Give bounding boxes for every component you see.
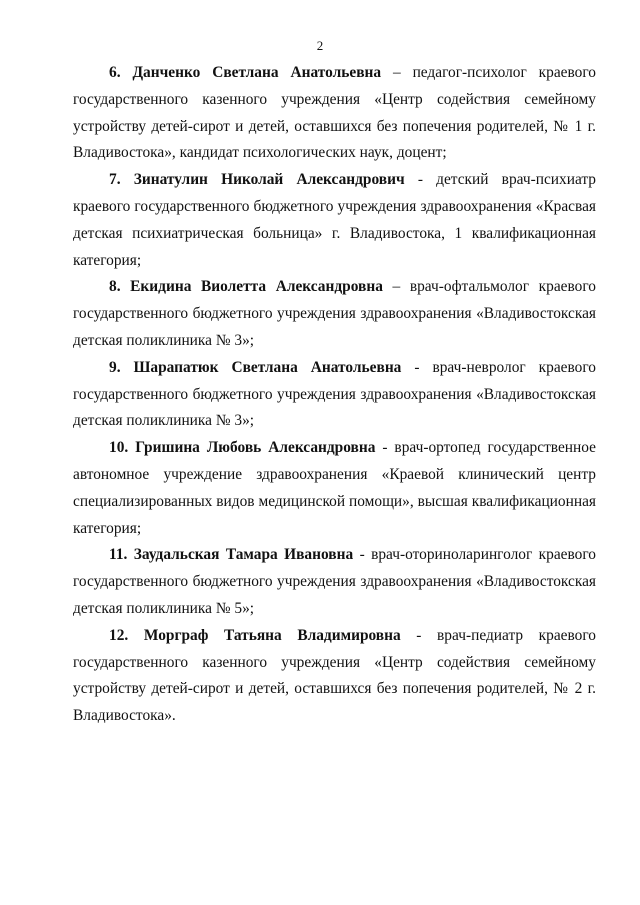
list-item-11 xyxy=(73,542,596,622)
member-description: - детский врач-психиатр краевого государственного бюджетного учреждения здравоохранения «Красвая детская психиатрическая больница» г. Владивостока, 1 квалификационная категория; xyxy=(73,171,596,269)
member-name: Гришина Любовь Александровна xyxy=(135,439,376,457)
member-description: - врач-невролог краевого государственного бюджетного учреждения здравоохранения «Владивостокская детская поликлиника № 3»; xyxy=(73,358,596,430)
list-item-7 xyxy=(73,167,596,274)
member-name: Зинатулин Николай Александрович xyxy=(133,171,405,189)
list-item-8 xyxy=(73,274,596,354)
page-number: 2 xyxy=(316,38,324,53)
member-name: Шарапатюк Светлана Анатольевна xyxy=(133,358,402,376)
member-description: - врач-оториноларинголог краевого государственного бюджетного учреждения здравоохранения «Владивостокская детская поликлиника № 5»; xyxy=(73,546,596,617)
member-description: – педагог-психолог краевого государственного казенного учреждения «Центр содействия семейному устройству детей-сирот и детей, оставшихся без попечения родителей, № 1 г. Владивостока», кандидат психологических наук, доцент; xyxy=(73,64,596,162)
list-item-10 xyxy=(73,435,596,542)
member-description: - врач-ортопед государственное автономное учреждение здравоохранения «Краевой клинический центр специализированных видов медицинской помощи», высшая квалификационная категория; xyxy=(73,439,596,537)
item-number: 8. xyxy=(109,278,121,296)
item-number: 6. xyxy=(109,64,121,81)
member-name: Екидина Виолетта Александровна xyxy=(130,278,383,296)
member-name: Данченко Светлана Анатольевна xyxy=(132,64,382,81)
item-number: 12. xyxy=(109,626,129,644)
item-number: 9. xyxy=(109,358,121,376)
item-number: 10. xyxy=(109,439,129,457)
item-number: 11. xyxy=(109,546,128,564)
member-description: - врач-педиатр краевого государственного казенного учреждения «Центр содействия семейному устройству детей-сирот и детей, оставшихся без попечения родителей, № 2 г. Владивостока». xyxy=(73,626,596,725)
member-name: Заудальская Тамара Ивановна xyxy=(133,546,354,564)
member-description: – врач-офтальмолог краевого государственного бюджетного учреждения здравоохранения «Владивостокская детская поликлиника № 3»; xyxy=(73,278,596,349)
list-item-6 xyxy=(73,60,596,167)
committee-member-list xyxy=(73,60,596,730)
member-name: Морграф Татьяна Владимировна xyxy=(143,626,401,644)
list-item-9 xyxy=(73,355,596,435)
list-item-12 xyxy=(73,623,596,730)
item-number: 7. xyxy=(109,171,121,189)
